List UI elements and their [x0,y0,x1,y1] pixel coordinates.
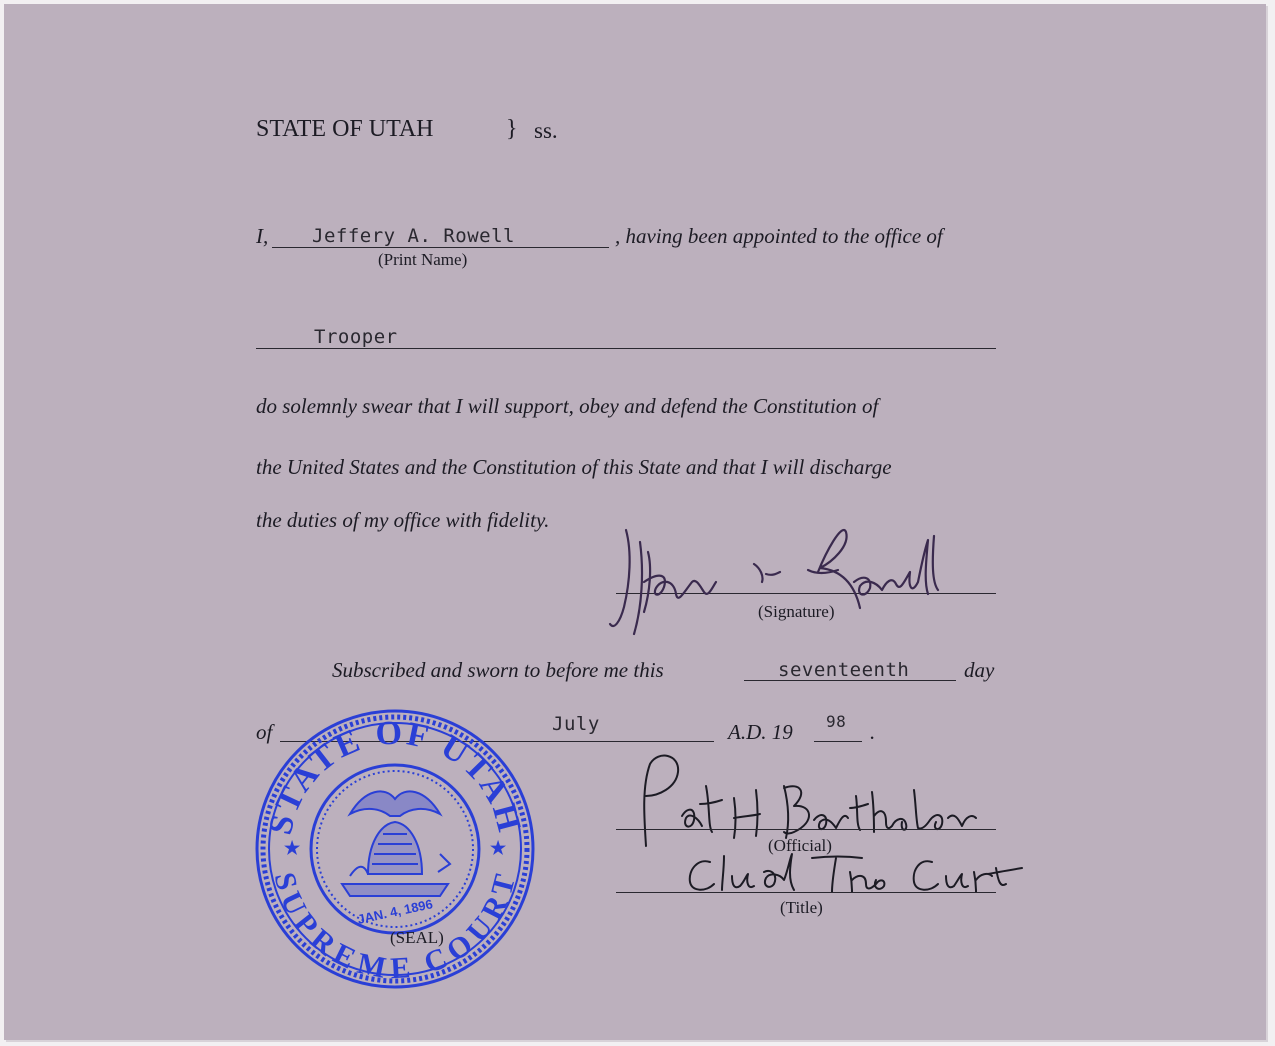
seal-right-star: ★ [490,838,507,858]
state-heading: STATE OF UTAH [256,116,434,142]
clerk-title-handwriting [680,850,1030,898]
official-caption: (Official) [768,836,832,855]
title-underline [616,892,996,893]
oath-line-2: the United States and the Constitution of this State and that I will discharge [256,455,892,479]
oath-line-3: the duties of my office with fidelity. [256,508,550,532]
print-name-caption: (Print Name) [378,250,468,269]
seal-top-text: STATE OF UTAH [261,714,529,839]
month-value: July [552,713,600,735]
subscribed-text: Subscribed and sworn to before me this [332,658,664,682]
svg-text:STATE OF UTAH [262,715,528,839]
seal-bottom-text: SUPREME COURT [267,869,523,986]
seal-left-star: ★ [284,838,301,858]
signer-signature [604,512,944,642]
day-word: day [964,658,995,682]
signature-caption: (Signature) [758,602,835,621]
name-underline [272,247,609,248]
oath-pronoun: I, [256,224,269,248]
title-caption: (Title) [780,898,823,917]
of-word: of [256,720,273,744]
year-period: . [870,720,876,744]
office-value: Trooper [314,326,398,348]
heading-brace: } [506,116,518,142]
oath-line-1: do solemnly swear that I will support, obey and defend the Constitution of [256,394,879,418]
seal-caption: (SEAL) [390,928,444,947]
supreme-court-seal [250,704,540,994]
office-underline [256,348,996,349]
oath-certificate-page [4,4,1266,1040]
eagle-beehive-emblem [342,791,450,896]
name-value: Jeffery A. Rowell [312,225,515,247]
heading-ss: ss. [534,118,558,143]
ad-text: A.D. 19 [728,720,793,744]
day-value: seventeenth [778,659,910,681]
appointed-text: , having been appointed to the office of [615,224,943,248]
official-underline [616,829,996,830]
year-underline [814,741,862,742]
year-value: 98 [826,712,847,731]
seal-date-text: JAN. 4, 1896 [356,896,435,927]
